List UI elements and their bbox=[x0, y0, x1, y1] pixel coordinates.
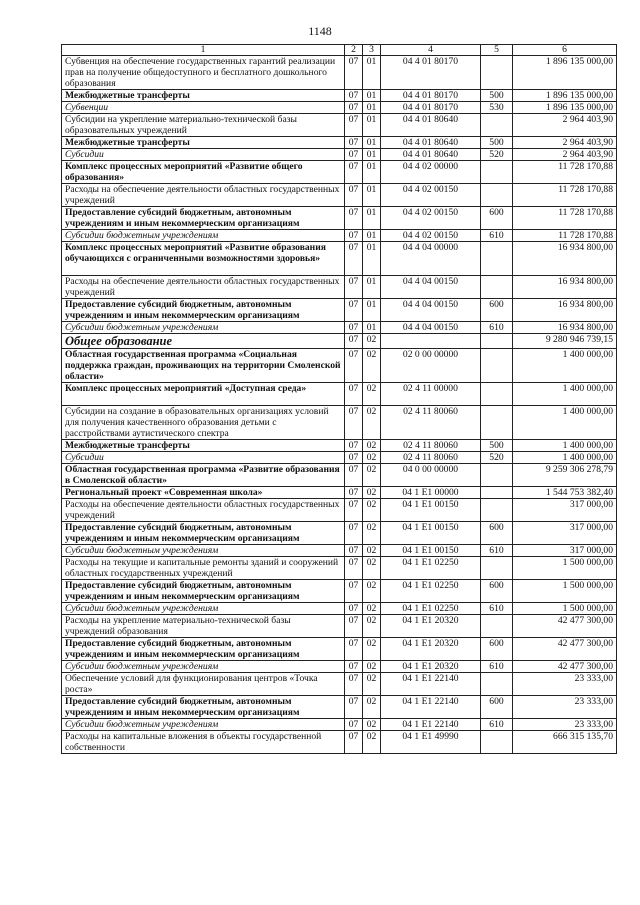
row-subsection: 01 bbox=[363, 137, 381, 149]
row-target-code: 04 1 E1 20320 bbox=[381, 638, 481, 661]
budget-table bbox=[61, 44, 617, 754]
row-subsection: 01 bbox=[363, 184, 381, 207]
row-subsection: 01 bbox=[363, 276, 381, 299]
row-amount: 42 477 300,00 bbox=[513, 615, 617, 638]
row-subsection: 02 bbox=[363, 731, 381, 754]
row-target-code: 04 1 E1 49990 bbox=[381, 731, 481, 754]
row-expense-type bbox=[481, 334, 513, 349]
row-name: Расходы на обеспечение деятельности областных государственных учреждений bbox=[62, 499, 345, 522]
table-row bbox=[62, 452, 617, 464]
row-subsection: 02 bbox=[363, 545, 381, 557]
row-section: 07 bbox=[345, 731, 363, 754]
row-target-code: 04 4 01 80170 bbox=[381, 90, 481, 102]
row-section: 07 bbox=[345, 638, 363, 661]
row-amount: 1 896 135 000,00 bbox=[513, 56, 617, 90]
row-expense-type: 500 bbox=[481, 440, 513, 452]
row-subsection: 02 bbox=[363, 487, 381, 499]
row-name: Комплекс процессных мероприятий «Развитие общего образования» bbox=[62, 161, 345, 184]
row-target-code: 04 1 E1 20320 bbox=[381, 615, 481, 638]
row-name: Комплекс процессных мероприятий «Развитие образования обучающихся с ограниченными возможностями здоровья» bbox=[62, 242, 345, 276]
row-target-code: 04 4 04 00150 bbox=[381, 322, 481, 334]
table-row bbox=[62, 137, 617, 149]
table-row bbox=[62, 406, 617, 440]
row-amount: 42 477 300,00 bbox=[513, 661, 617, 673]
table-row bbox=[62, 673, 617, 696]
row-subsection: 01 bbox=[363, 207, 381, 230]
row-section: 07 bbox=[345, 406, 363, 440]
row-amount: 2 964 403,90 bbox=[513, 149, 617, 161]
row-target-code: 02 4 11 80060 bbox=[381, 440, 481, 452]
row-target-code: 04 1 E1 00150 bbox=[381, 499, 481, 522]
table-row bbox=[62, 696, 617, 719]
row-subsection: 02 bbox=[363, 452, 381, 464]
table-row bbox=[62, 580, 617, 603]
row-target-code: 04 1 E1 00150 bbox=[381, 522, 481, 545]
row-target-code: 04 4 01 80170 bbox=[381, 102, 481, 114]
row-name: Областная государственная программа «Развитие образования в Смоленской области» bbox=[62, 464, 345, 487]
row-expense-type bbox=[481, 383, 513, 406]
row-expense-type bbox=[481, 499, 513, 522]
row-section: 07 bbox=[345, 90, 363, 102]
row-name: Субсидии бюджетным учреждениям bbox=[62, 719, 345, 731]
row-expense-type bbox=[481, 673, 513, 696]
table-row bbox=[62, 731, 617, 754]
row-amount: 1 400 000,00 bbox=[513, 383, 617, 406]
row-subsection: 01 bbox=[363, 230, 381, 242]
table-row bbox=[62, 383, 617, 406]
row-name: Субсидии бюджетным учреждениям bbox=[62, 322, 345, 334]
row-name: Субсидии на укрепление материально-технической базы образовательных учреждений bbox=[62, 114, 345, 137]
header-col-6: 6 bbox=[513, 45, 617, 56]
row-section: 07 bbox=[345, 184, 363, 207]
header-col-3: 3 bbox=[363, 45, 381, 56]
row-expense-type: 610 bbox=[481, 230, 513, 242]
page-number: 1148 bbox=[308, 24, 332, 38]
row-amount: 1 400 000,00 bbox=[513, 452, 617, 464]
row-target-code: 04 1 E1 00000 bbox=[381, 487, 481, 499]
row-name: Расходы на укрепление материально-технической базы учреждений образования bbox=[62, 615, 345, 638]
row-name: Межбюджетные трансферты bbox=[62, 137, 345, 149]
row-target-code: 04 4 01 80170 bbox=[381, 56, 481, 90]
table-row bbox=[62, 242, 617, 276]
row-name: Расходы на обеспечение деятельности областных государственных учреждений bbox=[62, 276, 345, 299]
row-section: 07 bbox=[345, 299, 363, 322]
row-section: 07 bbox=[345, 161, 363, 184]
row-expense-type: 600 bbox=[481, 696, 513, 719]
row-expense-type: 530 bbox=[481, 102, 513, 114]
row-amount: 317 000,00 bbox=[513, 522, 617, 545]
row-name: Субсидии bbox=[62, 149, 345, 161]
row-section: 07 bbox=[345, 440, 363, 452]
table-row bbox=[62, 603, 617, 615]
row-section: 07 bbox=[345, 137, 363, 149]
table-row bbox=[62, 299, 617, 322]
row-amount: 1 500 000,00 bbox=[513, 557, 617, 580]
row-amount: 11 728 170,88 bbox=[513, 230, 617, 242]
row-target-code: 04 4 01 80640 bbox=[381, 114, 481, 137]
table-row bbox=[62, 464, 617, 487]
row-name: Предоставление субсидий бюджетным, автономным учреждениям и иным некоммерческим организациям bbox=[62, 522, 345, 545]
row-expense-type bbox=[481, 56, 513, 90]
row-target-code: 02 0 00 00000 bbox=[381, 349, 481, 383]
row-section: 07 bbox=[345, 603, 363, 615]
row-section: 07 bbox=[345, 696, 363, 719]
row-subsection: 02 bbox=[363, 719, 381, 731]
row-amount: 1 500 000,00 bbox=[513, 603, 617, 615]
row-subsection: 02 bbox=[363, 464, 381, 487]
row-section: 07 bbox=[345, 580, 363, 603]
row-subsection: 02 bbox=[363, 696, 381, 719]
row-name: Субвенции bbox=[62, 102, 345, 114]
row-amount: 317 000,00 bbox=[513, 545, 617, 557]
table-row bbox=[62, 56, 617, 90]
table-row bbox=[62, 487, 617, 499]
table-row bbox=[62, 230, 617, 242]
row-name: Предоставление субсидий бюджетным, автономным учреждениям и иным некоммерческим организациям bbox=[62, 638, 345, 661]
row-amount: 23 333,00 bbox=[513, 719, 617, 731]
row-name: Субсидии bbox=[62, 452, 345, 464]
row-subsection: 02 bbox=[363, 383, 381, 406]
row-section: 07 bbox=[345, 349, 363, 383]
row-name: Обеспечение условий для функционирования центров «Точка роста» bbox=[62, 673, 345, 696]
row-amount: 11 728 170,88 bbox=[513, 207, 617, 230]
header-col-2: 2 bbox=[345, 45, 363, 56]
row-amount: 16 934 800,00 bbox=[513, 322, 617, 334]
row-target-code: 04 4 04 00000 bbox=[381, 242, 481, 276]
row-name: Предоставление субсидий бюджетным, автономным учреждениям и иным некоммерческим организациям bbox=[62, 580, 345, 603]
row-section: 07 bbox=[345, 383, 363, 406]
row-amount: 9 280 946 739,15 bbox=[513, 334, 617, 349]
table-row bbox=[62, 615, 617, 638]
table-row bbox=[62, 719, 617, 731]
row-subsection: 02 bbox=[363, 638, 381, 661]
row-section: 07 bbox=[345, 522, 363, 545]
row-expense-type: 500 bbox=[481, 137, 513, 149]
table-row bbox=[62, 207, 617, 230]
row-name: Предоставление субсидий бюджетным, автономным учреждениям и иным некоммерческим организациям bbox=[62, 207, 345, 230]
row-section: 07 bbox=[345, 452, 363, 464]
row-amount: 1 400 000,00 bbox=[513, 406, 617, 440]
row-section: 07 bbox=[345, 557, 363, 580]
row-target-code: 04 4 04 00150 bbox=[381, 276, 481, 299]
row-name: Предоставление субсидий бюджетным, автономным учреждениям и иным некоммерческим организациям bbox=[62, 696, 345, 719]
row-subsection: 02 bbox=[363, 349, 381, 383]
row-amount: 1 544 753 382,40 bbox=[513, 487, 617, 499]
row-target-code: 04 1 E1 02250 bbox=[381, 603, 481, 615]
row-section: 07 bbox=[345, 276, 363, 299]
row-section: 07 bbox=[345, 207, 363, 230]
row-subsection: 02 bbox=[363, 406, 381, 440]
row-section: 07 bbox=[345, 661, 363, 673]
row-expense-type: 520 bbox=[481, 149, 513, 161]
table-body bbox=[62, 56, 617, 754]
row-name: Субсидии бюджетным учреждениям bbox=[62, 603, 345, 615]
row-expense-type bbox=[481, 731, 513, 754]
header-col-5: 5 bbox=[481, 45, 513, 56]
row-target-code: 02 4 11 00000 bbox=[381, 383, 481, 406]
table-row bbox=[62, 102, 617, 114]
row-target-code: 04 4 01 80640 bbox=[381, 137, 481, 149]
row-subsection: 01 bbox=[363, 299, 381, 322]
row-expense-type bbox=[481, 406, 513, 440]
row-section: 07 bbox=[345, 334, 363, 349]
row-section: 07 bbox=[345, 499, 363, 522]
row-target-code: 02 4 11 80060 bbox=[381, 452, 481, 464]
row-section: 07 bbox=[345, 149, 363, 161]
row-name: Субсидии бюджетным учреждениям bbox=[62, 545, 345, 557]
table-row bbox=[62, 499, 617, 522]
table-row bbox=[62, 440, 617, 452]
row-subsection: 02 bbox=[363, 440, 381, 452]
row-amount: 1 896 135 000,00 bbox=[513, 102, 617, 114]
row-target-code: 04 1 E1 02250 bbox=[381, 557, 481, 580]
table-row bbox=[62, 545, 617, 557]
row-subsection: 02 bbox=[363, 661, 381, 673]
row-amount: 9 259 306 278,79 bbox=[513, 464, 617, 487]
table-row bbox=[62, 557, 617, 580]
row-name: Предоставление субсидий бюджетным, автономным учреждениям и иным некоммерческим организациям bbox=[62, 299, 345, 322]
row-name: Субсидии бюджетным учреждениям bbox=[62, 230, 345, 242]
row-amount: 11 728 170,88 bbox=[513, 161, 617, 184]
row-expense-type bbox=[481, 242, 513, 276]
row-expense-type: 610 bbox=[481, 661, 513, 673]
row-subsection: 02 bbox=[363, 615, 381, 638]
row-section: 07 bbox=[345, 114, 363, 137]
row-subsection: 02 bbox=[363, 603, 381, 615]
row-name: Субсидии бюджетным учреждениям bbox=[62, 661, 345, 673]
section-row bbox=[62, 334, 617, 349]
row-subsection: 02 bbox=[363, 673, 381, 696]
row-amount: 16 934 800,00 bbox=[513, 276, 617, 299]
row-target-code: 04 4 02 00000 bbox=[381, 161, 481, 184]
row-section: 07 bbox=[345, 615, 363, 638]
row-amount: 1 896 135 000,00 bbox=[513, 90, 617, 102]
row-subsection: 01 bbox=[363, 114, 381, 137]
row-subsection: 02 bbox=[363, 522, 381, 545]
row-section: 07 bbox=[345, 464, 363, 487]
row-name: Общее образование bbox=[62, 334, 345, 349]
row-name: Комплекс процессных мероприятий «Доступная среда» bbox=[62, 383, 345, 406]
table-header-row bbox=[62, 45, 617, 56]
row-section: 07 bbox=[345, 487, 363, 499]
row-expense-type: 610 bbox=[481, 322, 513, 334]
header-col-4: 4 bbox=[381, 45, 481, 56]
row-expense-type bbox=[481, 276, 513, 299]
row-target-code: 04 1 E1 20320 bbox=[381, 661, 481, 673]
row-subsection: 02 bbox=[363, 334, 381, 349]
row-expense-type bbox=[481, 114, 513, 137]
row-expense-type: 600 bbox=[481, 580, 513, 603]
row-expense-type: 610 bbox=[481, 603, 513, 615]
row-subsection: 01 bbox=[363, 322, 381, 334]
row-expense-type: 600 bbox=[481, 207, 513, 230]
row-target-code: 04 1 E1 22140 bbox=[381, 719, 481, 731]
row-amount: 317 000,00 bbox=[513, 499, 617, 522]
table-row bbox=[62, 114, 617, 137]
table-row bbox=[62, 322, 617, 334]
table-row bbox=[62, 149, 617, 161]
row-target-code: 04 1 E1 22140 bbox=[381, 673, 481, 696]
row-subsection: 01 bbox=[363, 242, 381, 276]
row-expense-type: 610 bbox=[481, 719, 513, 731]
table-row bbox=[62, 184, 617, 207]
row-amount: 23 333,00 bbox=[513, 696, 617, 719]
row-amount: 16 934 800,00 bbox=[513, 299, 617, 322]
table-row bbox=[62, 161, 617, 184]
row-name: Субсидии на создание в образовательных организациях условий для получения качественного образования детьми с расстройствами аутистического спектра bbox=[62, 406, 345, 440]
row-amount: 11 728 170,88 bbox=[513, 184, 617, 207]
row-subsection: 01 bbox=[363, 90, 381, 102]
row-target-code: 04 4 02 00150 bbox=[381, 207, 481, 230]
row-section: 07 bbox=[345, 545, 363, 557]
row-amount: 2 964 403,90 bbox=[513, 114, 617, 137]
row-target-code: 04 4 01 80640 bbox=[381, 149, 481, 161]
row-section: 07 bbox=[345, 242, 363, 276]
row-expense-type: 600 bbox=[481, 299, 513, 322]
row-expense-type bbox=[481, 349, 513, 383]
row-expense-type bbox=[481, 464, 513, 487]
row-amount: 1 400 000,00 bbox=[513, 349, 617, 383]
row-subsection: 02 bbox=[363, 557, 381, 580]
table-row bbox=[62, 638, 617, 661]
row-section: 07 bbox=[345, 322, 363, 334]
row-name: Расходы на обеспечение деятельности областных государственных учреждений bbox=[62, 184, 345, 207]
row-expense-type bbox=[481, 615, 513, 638]
row-expense-type: 600 bbox=[481, 638, 513, 661]
header-col-1: 1 bbox=[62, 45, 345, 56]
row-amount: 2 964 403,90 bbox=[513, 137, 617, 149]
row-section: 07 bbox=[345, 102, 363, 114]
table-row bbox=[62, 661, 617, 673]
row-expense-type bbox=[481, 557, 513, 580]
row-subsection: 01 bbox=[363, 149, 381, 161]
row-amount: 1 400 000,00 bbox=[513, 440, 617, 452]
row-subsection: 01 bbox=[363, 102, 381, 114]
row-amount: 666 315 135,70 bbox=[513, 731, 617, 754]
row-amount: 1 500 000,00 bbox=[513, 580, 617, 603]
row-target-code: 02 4 11 80060 bbox=[381, 406, 481, 440]
row-expense-type: 610 bbox=[481, 545, 513, 557]
row-expense-type: 500 bbox=[481, 90, 513, 102]
row-expense-type bbox=[481, 487, 513, 499]
row-expense-type: 520 bbox=[481, 452, 513, 464]
row-name: Субвенция на обеспечение государственных гарантий реализации прав на получение общедоступного и бесплатного дошкольного образования bbox=[62, 56, 345, 90]
row-target-code: 04 1 E1 22140 bbox=[381, 696, 481, 719]
row-target-code: 04 4 02 00150 bbox=[381, 184, 481, 207]
row-name: Межбюджетные трансферты bbox=[62, 90, 345, 102]
row-subsection: 02 bbox=[363, 499, 381, 522]
row-target-code: 04 1 E1 02250 bbox=[381, 580, 481, 603]
row-target-code: 04 4 04 00150 bbox=[381, 299, 481, 322]
row-subsection: 02 bbox=[363, 580, 381, 603]
row-target-code: 04 4 02 00150 bbox=[381, 230, 481, 242]
row-name: Расходы на капитальные вложения в объекты государственной собственности bbox=[62, 731, 345, 754]
row-expense-type bbox=[481, 184, 513, 207]
row-amount: 23 333,00 bbox=[513, 673, 617, 696]
row-subsection: 01 bbox=[363, 161, 381, 184]
row-name: Областная государственная программа «Социальная поддержка граждан, проживающих на территории Смоленской области» bbox=[62, 349, 345, 383]
row-section: 07 bbox=[345, 673, 363, 696]
table-row bbox=[62, 349, 617, 383]
row-expense-type bbox=[481, 161, 513, 184]
row-section: 07 bbox=[345, 230, 363, 242]
row-name: Межбюджетные трансферты bbox=[62, 440, 345, 452]
row-target-code: 04 1 E1 00150 bbox=[381, 545, 481, 557]
row-section: 07 bbox=[345, 719, 363, 731]
row-expense-type: 600 bbox=[481, 522, 513, 545]
row-name: Расходы на текущие и капитальные ремонты зданий и сооружений областных государственных учреждений bbox=[62, 557, 345, 580]
row-subsection: 01 bbox=[363, 56, 381, 90]
row-target-code bbox=[381, 334, 481, 349]
row-name: Региональный проект «Современная школа» bbox=[62, 487, 345, 499]
table-row bbox=[62, 522, 617, 545]
row-target-code: 04 0 00 00000 bbox=[381, 464, 481, 487]
row-amount: 16 934 800,00 bbox=[513, 242, 617, 276]
row-section: 07 bbox=[345, 56, 363, 90]
table-row bbox=[62, 276, 617, 299]
row-amount: 42 477 300,00 bbox=[513, 638, 617, 661]
table-row bbox=[62, 90, 617, 102]
